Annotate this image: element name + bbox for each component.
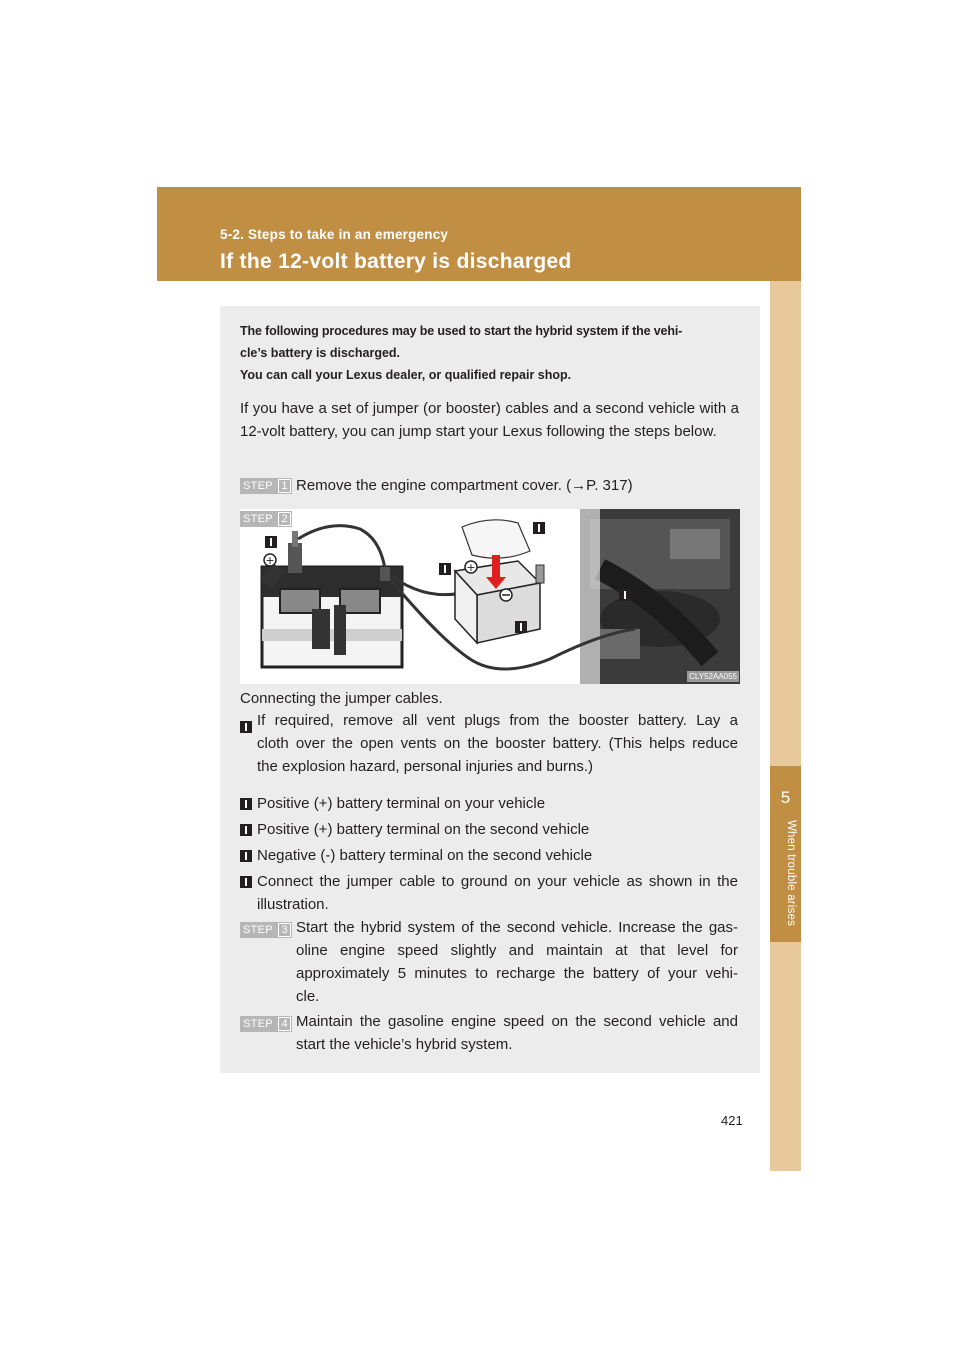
jumper-clamp [288, 543, 302, 573]
callout-4 [515, 621, 527, 633]
step-word: STEP [243, 924, 273, 936]
step1-text: Remove the engine compartment cover. (→P. 317) [296, 477, 633, 494]
item-line: If required, remove all vent plugs from the booster battery. Lay a [257, 712, 738, 729]
callout-5 [619, 589, 631, 601]
item-1 [257, 709, 738, 778]
item-bullet-3 [240, 824, 252, 836]
cloth [462, 520, 530, 558]
jumper-cable-illustration [240, 509, 740, 684]
step-badge-1 [240, 478, 292, 494]
item-bullet-4 [240, 850, 252, 862]
item-line: Connect the jumper cable to ground on your vehicle as shown in the [257, 873, 738, 890]
page-title: If the 12-volt battery is discharged [220, 250, 572, 273]
step-badge-2 [240, 511, 292, 527]
step-number: 2 [278, 512, 291, 526]
jumper-clamp [292, 531, 298, 547]
step-line: cle. [296, 988, 320, 1005]
item-line: Positive (+) battery terminal on the second vehicle [257, 821, 590, 838]
engine-part [670, 529, 720, 559]
step-line: approximately 5 minutes to recharge the battery of your vehi- [296, 965, 738, 982]
callout-1 [533, 522, 545, 534]
step-word: STEP [243, 480, 273, 492]
engine-part [600, 629, 640, 659]
item-line: cloth over the open vents on the booster battery. (This helps reduce [257, 735, 738, 752]
intro-line: You can call your Lexus dealer, or qualified repair shop. [240, 368, 572, 382]
jumper-cable [298, 526, 385, 569]
item-bullet-1 [240, 721, 252, 733]
item-5 [257, 870, 738, 916]
side-strip [770, 281, 801, 1171]
step-number: 1 [278, 479, 291, 493]
ground-bolt [536, 565, 544, 583]
intro-text [240, 320, 740, 386]
step3-text [296, 916, 738, 1008]
item-2 [257, 792, 545, 815]
step-line: start the vehicle’s hybrid system. [296, 1036, 513, 1053]
step-number: 4 [278, 1017, 291, 1031]
intro-line: The following procedures may be used to start the hybrid system if the vehi- [240, 324, 683, 338]
chapter-label: When trouble arises [785, 820, 797, 927]
item-line: the explosion hazard, personal injuries and burns.) [257, 758, 594, 775]
step-word: STEP [243, 1018, 273, 1030]
figure-code: CLY52AA055 [689, 672, 737, 681]
plus-symbol: + [466, 561, 476, 574]
step-line: Maintain the gasoline engine speed on the second vehicle and [296, 1013, 738, 1030]
item-bullet-2 [240, 798, 252, 810]
intro-paragraph: If you have a set of jumper (or booster) cables and a second vehicle with a 12-volt battery, you can jump start your Lexus following the steps below. [240, 400, 739, 440]
item-line: Negative (-) battery terminal on the second vehicle [257, 847, 593, 864]
illustration-svg [240, 509, 740, 684]
item-bullet-5 [240, 876, 252, 888]
step-badge-4 [240, 1016, 292, 1032]
section-label: 5-2. Steps to take in an emergency [220, 227, 449, 242]
step-number: 3 [278, 923, 291, 937]
jumper-clamp [380, 567, 390, 581]
page-number: 421 [721, 1113, 743, 1128]
callout-2 [265, 536, 277, 548]
intro-line: cle’s battery is discharged. [240, 346, 401, 360]
fade [570, 509, 600, 684]
chapter-number: 5 [780, 788, 791, 807]
step-word: STEP [243, 513, 273, 525]
clamp [334, 605, 346, 655]
item-4 [257, 844, 592, 867]
plus-symbol: + [265, 554, 275, 567]
step-line: oline engine speed slightly and maintain at that level for [296, 942, 738, 959]
step4-text [296, 1010, 738, 1056]
battery-band [262, 629, 402, 641]
step-line: Start the hybrid system of the second vehicle. Increase the gas- [296, 919, 738, 936]
item-line: Positive (+) battery terminal on your vehicle [257, 795, 546, 812]
clamp [312, 609, 330, 649]
callout-3 [439, 563, 451, 575]
step-badge-3 [240, 922, 292, 938]
figure-caption: Connecting the jumper cables. [240, 690, 443, 707]
item-3 [257, 818, 589, 841]
item-line: illustration. [257, 896, 329, 913]
